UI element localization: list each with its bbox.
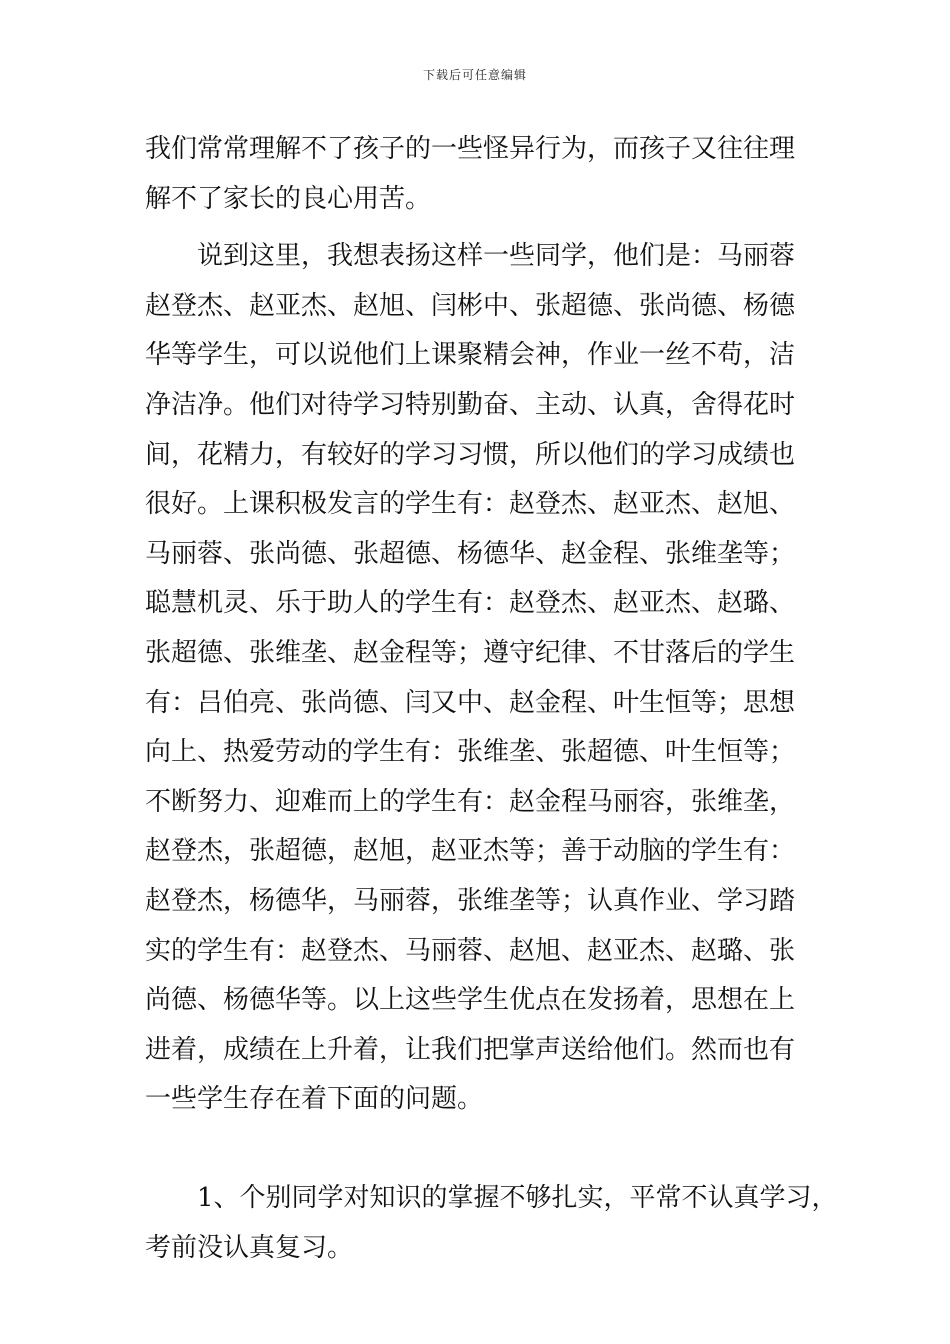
text-line: 净洁净。他们对待学习特别勤奋、主动、认真，舍得花时	[145, 389, 796, 420]
text-line: 我们常常理解不了孩子的一些怪异行为，而孩子又往往理	[145, 134, 796, 164]
text-line: 进着，成绩在上升着，让我们把掌声送给他们。然而也有	[145, 1034, 796, 1065]
text-line: 张超德、张维垄、赵金程等；遵守纪律、不甘落后的学生	[145, 637, 796, 668]
text-line: 尚德、杨德华等。以上这些学生优点在发扬着，思想在上	[145, 985, 796, 1016]
text-line: 赵登杰，杨德华，马丽蓉，张维垄等；认真作业、学习踏	[145, 885, 796, 916]
text-line: 赵登杰，张超德，赵旭，赵亚杰等；善于动脑的学生有：	[145, 836, 796, 867]
text-line: 不断努力、迎难而上的学生有：赵金程马丽容，张维垄，	[145, 786, 796, 817]
text-line: 一些学生存在着下面的问题。	[145, 1084, 484, 1115]
paragraph-gap	[145, 224, 835, 232]
page-header: 下载后可任意编辑	[422, 68, 527, 82]
text-line: 向上、热爱劳动的学生有：张维垄、张超德、叶生恒等；	[145, 737, 796, 768]
document-body	[145, 125, 838, 1274]
text-line: 马丽蓉、张尚德、张超德、杨德华、赵金程、张维垄等；	[145, 538, 796, 569]
text-line: 1、个别同学对知识的掌握不够扎实，平常不认真学习，	[197, 1183, 838, 1214]
text-line	[145, 1125, 835, 1175]
text-line: 华等学生，可以说他们上课聚精会神，作业一丝不苟，洁	[145, 340, 796, 371]
paragraph-2	[145, 232, 835, 1174]
text-line: 实的学生有：赵登杰、马丽蓉、赵旭、赵亚杰、赵璐、张	[145, 935, 796, 966]
text-line: 考前没认真复习。	[145, 1233, 354, 1264]
paragraph-1	[145, 125, 835, 224]
text-line: 赵登杰、赵亚杰、赵旭、闫彬中、张超德、张尚德、杨德	[145, 290, 796, 321]
text-line: 间，花精力，有较好的学习习惯，所以他们的学习成绩也	[145, 439, 796, 470]
text-line: 聪慧机灵、乐于助人的学生有：赵登杰、赵亚杰、赵璐、	[145, 588, 796, 619]
text-line: 说到这里，我想表扬这样一些同学，他们是：马丽蓉	[197, 241, 796, 272]
text-line: 很好。上课积极发言的学生有：赵登杰、赵亚杰、赵旭、	[145, 489, 796, 520]
paragraph-3	[145, 1174, 838, 1273]
text-line: 有：吕伯亮、张尚德、闫又中、赵金程、叶生恒等；思想	[145, 687, 796, 718]
text-line: 解不了家长的良心用苦。	[145, 183, 432, 214]
